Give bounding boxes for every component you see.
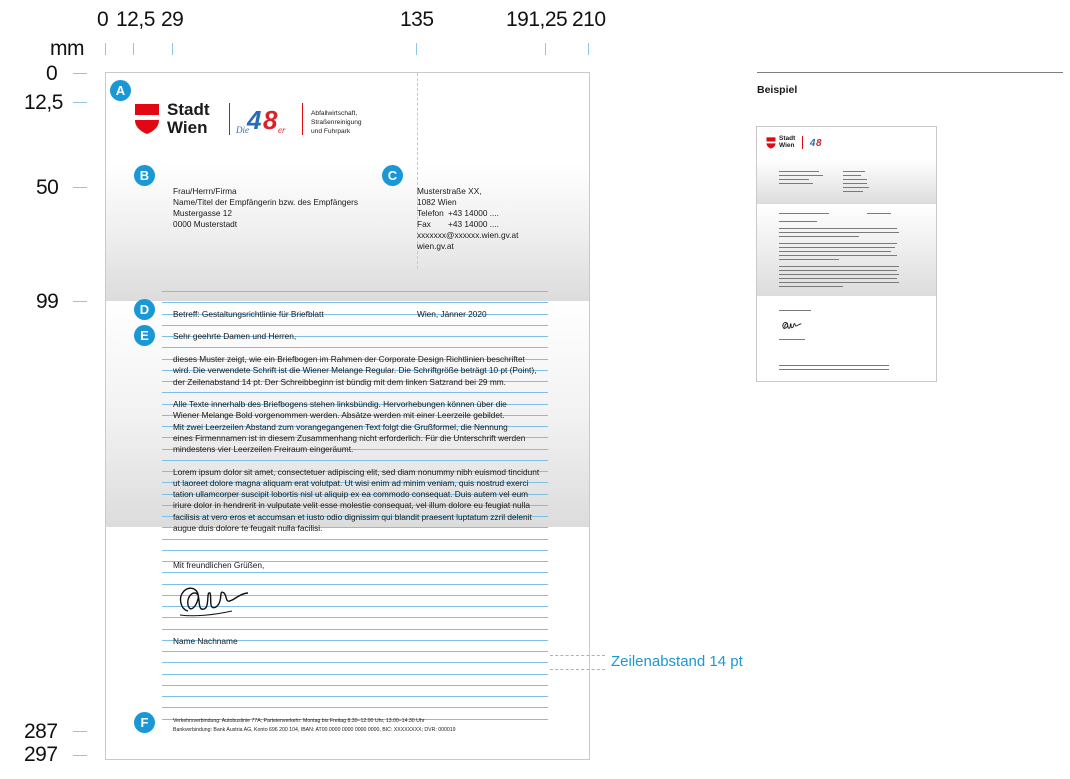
- sender-city: 1082 Wien: [417, 197, 457, 207]
- sender-phone-label: Telefon: [417, 208, 444, 218]
- logo-text-wien: Wien: [167, 118, 208, 137]
- wien-shield-icon: [134, 103, 160, 135]
- top-mark: 0: [97, 8, 109, 31]
- example-logo-wien: Wien: [779, 142, 795, 149]
- body-line: ut laoreet dolore magna aliquam erat volutpat. Ut wisi enim ad minim veniam, quis nostrud exerci: [173, 477, 529, 488]
- badge-b: B: [134, 165, 155, 186]
- badge-e: E: [134, 325, 155, 346]
- example-text-stroke: [779, 255, 897, 256]
- badge-d: D: [134, 299, 155, 320]
- footer-line: Verkehrsverbindung: Autobuslinie 77A; Parteienverkehr: Montag bis Freitag 8.30–12.00 Uhr, 13.00–14.30 Uhr: [173, 718, 425, 724]
- example-signature-image: [781, 320, 803, 332]
- spacing-dash: [550, 655, 605, 656]
- spacing-dash: [550, 669, 605, 670]
- example-text-stroke: [779, 236, 859, 237]
- ruler-tick: [416, 43, 417, 55]
- body-line: Lorem ipsum dolor sit amet, consectetuer adipiscing elit, sed diam nonummy nibh euismod tincidunt: [173, 466, 540, 477]
- body-line: wird. Die verwendete Schrift ist die Wiener Melange Regular. Die Schriftgröße beträgt 10 pt (Point),: [173, 365, 537, 376]
- svg-text:Die: Die: [236, 125, 249, 135]
- top-mark: 210: [572, 8, 606, 31]
- example-thumbnail: [756, 126, 937, 382]
- left-mark: 50: [36, 176, 59, 199]
- example-logo-stadt: Stadt: [779, 135, 796, 142]
- ruler-tick: [172, 43, 173, 55]
- example-text-stroke: [779, 270, 897, 271]
- example-text-stroke: [779, 274, 899, 275]
- ruler-tick: [133, 43, 134, 55]
- left-mark: 12,5: [24, 91, 63, 114]
- left-mark: 99: [36, 290, 59, 313]
- ruled-line: [162, 572, 548, 573]
- example-text-stroke: [779, 232, 899, 233]
- svg-text:8: 8: [816, 137, 822, 149]
- ruler-tick: [73, 187, 87, 188]
- ruled-line: [162, 460, 548, 461]
- ruled-line: [162, 325, 548, 326]
- example-text-stroke: [779, 228, 897, 229]
- die-48er-mark-icon: [234, 102, 292, 136]
- example-text-stroke: [779, 286, 843, 287]
- ruled-line: [162, 291, 548, 292]
- ruled-line: [162, 539, 548, 540]
- body-line: facilisis at vero eros et accumsan et iusto odio dignissim qui blandit praesent luptatum zzril delenit: [173, 511, 532, 522]
- ruled-line: [162, 685, 548, 686]
- recipient-line: Mustergasse 12: [173, 208, 233, 218]
- example-text-stroke: [779, 369, 889, 370]
- ruled-line: [162, 696, 548, 697]
- svg-text:er: er: [278, 125, 286, 135]
- example-text-stroke: [779, 259, 839, 260]
- example-text-stroke: [779, 282, 899, 283]
- example-text-stroke: [779, 310, 811, 311]
- example-text-stroke: [779, 339, 805, 340]
- example-text-stroke: [779, 251, 891, 252]
- example-48er-icon: [805, 135, 827, 149]
- ruled-line: [162, 392, 548, 393]
- example-text-stroke: [779, 266, 899, 267]
- ruled-line: [162, 629, 548, 630]
- body-line: tation ullamcorper suscipit lobortis nisl ut aliquip ex ea commodo consequat. Duis autem vel eum: [173, 489, 529, 499]
- sender-street: Musterstraße XX,: [417, 186, 482, 196]
- badge-c: C: [382, 165, 403, 186]
- ruled-line: [162, 302, 548, 303]
- example-text-stroke: [779, 247, 895, 248]
- closing: Mit freundlichen Grüßen,: [173, 560, 265, 570]
- sender-fax-label: Fax: [417, 219, 431, 229]
- example-text-stroke: [843, 191, 863, 192]
- ruler-tick: [73, 755, 87, 756]
- ruler-tick: [105, 43, 106, 55]
- ruler-tick: [73, 301, 87, 302]
- left-mark: 297: [24, 743, 58, 766]
- body-line: iriure dolor in hendrerit in vulputate velit esse molestie consequat, vel illum dolore eu feugiat nulla: [173, 500, 530, 511]
- example-text-stroke: [843, 187, 869, 188]
- recipient-line: 0000 Musterstadt: [173, 219, 238, 229]
- top-mark: 12,5: [116, 8, 155, 31]
- badge-f: F: [134, 712, 155, 733]
- left-mark: 0: [46, 62, 58, 85]
- recipient-line: Name/Titel der Empfängerin bzw. des Empfängers: [173, 197, 359, 207]
- dept-line: und Fuhrpark: [311, 128, 351, 135]
- sender-phone-value: +43 14000 ....: [448, 208, 499, 218]
- example-text-stroke: [843, 171, 865, 172]
- example-text-stroke: [779, 179, 809, 180]
- example-text-stroke: [867, 213, 891, 214]
- body-line: mindestens vier Leerzeilen Freiraum eingeräumt.: [173, 444, 354, 454]
- example-text-stroke: [779, 171, 819, 172]
- mm-unit-label: mm: [50, 37, 84, 60]
- badge-a: A: [110, 80, 131, 101]
- letter-page: [105, 72, 590, 760]
- body-line: Wiener Melange Bold vorgenommen werden. Absätze werden mit einer Leerzeile gebildet.: [173, 410, 505, 421]
- body-line: Mit zwei Leerzeilen Abstand zum vorangegangenen Text folgt die Grußformel, die Nennung: [173, 421, 508, 432]
- ruler-tick: [588, 43, 589, 55]
- example-shading: [757, 160, 936, 204]
- example-text-stroke: [779, 365, 889, 366]
- ruler-tick: [73, 73, 87, 74]
- logo-divider: [229, 103, 230, 135]
- svg-text:8: 8: [263, 105, 278, 135]
- svg-text:4: 4: [809, 137, 816, 149]
- place-date: Wien, Jänner 2020: [417, 309, 487, 319]
- example-text-stroke: [843, 175, 861, 176]
- example-divider-red: [802, 136, 803, 149]
- example-text-stroke: [779, 243, 897, 244]
- ruled-line: [162, 674, 548, 675]
- dept-line: Straßenreinigung: [311, 119, 362, 126]
- dept-line: Abfallwirtschaft,: [311, 110, 358, 117]
- signatory-name: Name Nachname: [173, 636, 238, 646]
- ruler-tick: [545, 43, 546, 55]
- body-line: eines Firmennamen ist in diesem Zusammenhang nicht erforderlich. Für die Unterschrift werden: [173, 432, 526, 443]
- body-line: dieses Muster zeigt, wie ein Briefbogen im Rahmen der Corporate Design Richtlinien beschriftet: [173, 354, 525, 364]
- recipient-line: Frau/Herrn/Firma: [173, 186, 237, 196]
- ruled-line: [162, 662, 548, 663]
- top-mark: 191,25: [506, 8, 568, 31]
- footer-line: Bankverbindung: Bank Austria AG, Konto 696 200 104, IBAN: AT00 0000 0000 0000 0000, BIC: XXXXXXXX; DVR: 000019: [173, 727, 456, 733]
- ruled-line: [162, 707, 548, 708]
- top-mark: 29: [161, 8, 184, 31]
- sender-fax-value: +43 14000 ....: [448, 219, 499, 229]
- ruled-line: [162, 347, 548, 348]
- example-divider: [757, 72, 1063, 73]
- ruled-line: [162, 550, 548, 551]
- ruler-tick: [73, 731, 87, 732]
- line-spacing-label: Zeilenabstand 14 pt: [611, 653, 743, 670]
- body-line: Alle Texte innerhalb des Briefbogens stehen linksbündig. Hervorhebungen können über die: [173, 399, 507, 409]
- salutation: Sehr geehrte Damen und Herren,: [173, 331, 297, 341]
- signature-image: [174, 581, 254, 621]
- ruler-tick: [73, 102, 87, 103]
- example-heading: Beispiel: [757, 84, 798, 96]
- example-text-stroke: [779, 278, 897, 279]
- example-text-stroke: [779, 221, 817, 222]
- sender-web: wien.gv.at: [417, 241, 454, 251]
- top-mark: 135: [400, 8, 434, 31]
- left-mark: 287: [24, 720, 58, 743]
- stadt-wien-logo: [134, 101, 384, 141]
- example-shield-icon: [766, 137, 776, 149]
- ruled-line: [162, 651, 548, 652]
- example-text-stroke: [779, 175, 823, 176]
- example-text-stroke: [779, 183, 813, 184]
- logo-text-stadt: Stadt: [167, 100, 210, 119]
- logo-divider: [302, 103, 303, 135]
- svg-text:4: 4: [247, 105, 262, 135]
- sender-email: xxxxxxx@xxxxxx.wien.gv.at: [417, 230, 519, 240]
- example-text-stroke: [843, 183, 867, 184]
- example-text-stroke: [843, 179, 867, 180]
- example-text-stroke: [779, 213, 829, 214]
- body-line: der Zeilenabstand 14 pt. Der Schreibbeginn ist bündig mit dem linken Satzrand bei 29 mm.: [173, 376, 506, 387]
- subject-line: Betreff: Gestaltungsrichtlinie für Briefblatt: [173, 309, 324, 319]
- body-line: augue duis dolore te feugait nulla facilisi.: [173, 522, 323, 533]
